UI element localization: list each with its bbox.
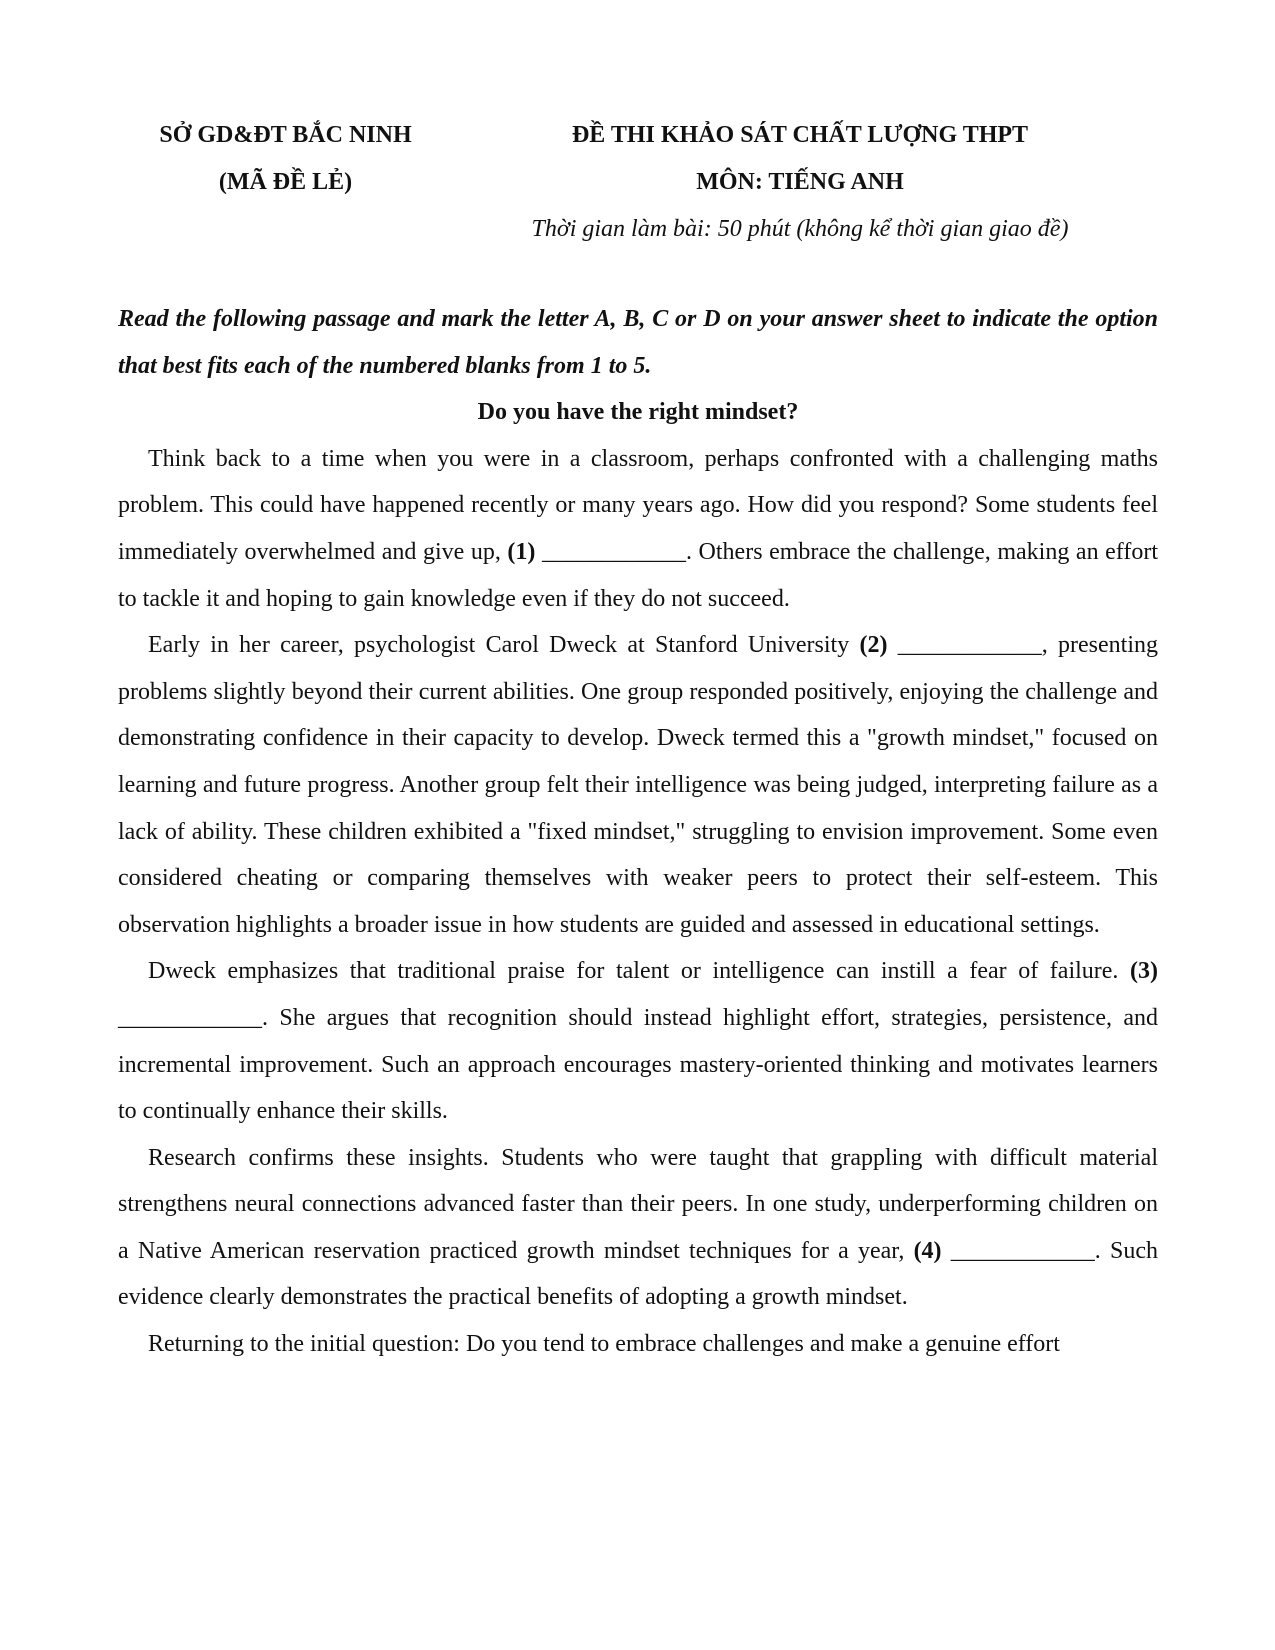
- exam-header: [0, 112, 1275, 252]
- passage-paragraph-5: [118, 1321, 1158, 1368]
- paragraph-text: Returning to the initial question: Do you tend to embrace challenges and make a genuine effort: [148, 1331, 1060, 1358]
- question-instruction: Read the following passage and mark the letter A, B, C or D on your answer sheet to indicate the option that best fits each of the numbered blanks from 1 to 5.: [118, 306, 1158, 379]
- paragraph-text: Research confirms these insights. Students who were taught that grappling with difficult material strengthens neural connections advanced faster than their peers. In one study, underperforming children on a Native American reservation practiced growth mindset techniques for a year,: [118, 1144, 1158, 1264]
- paragraph-text: , presenting problems slightly beyond their current abilities. One group responded positively, enjoying the challenge and demonstrating confidence in their capacity to develop. Dweck termed this a "growth mindset," focused on learning and future progress. Another group felt their intelligence was being judged, interpreting failure as a lack of ability. These children exhibited a "fixed mindset," struggling to envision improvement. Some even considered cheating or comparing themselves with weaker peers to protect their self-esteem. This observation highlights a broader issue in how students are guided and assessed in educational settings.: [118, 632, 1158, 938]
- blank-number-4: (4): [913, 1237, 942, 1264]
- passage-paragraph-3: [118, 948, 1158, 1134]
- paragraph-text: . Such evidence clearly demonstrates the practical benefits of adopting a growth mindset.: [118, 1237, 1159, 1311]
- exam-content: [118, 296, 1158, 1368]
- subject-label: MÔN: TIẾNG ANH: [696, 169, 904, 195]
- blank-number-1: (1): [507, 538, 536, 565]
- paragraph-text: . She argues that recognition should instead highlight effort, strategies, persistence, and incremental improvement. Such an approach encourages mastery-oriented thinking and motivates learners to continually enhance their skills.: [118, 1004, 1158, 1125]
- passage-title: Do you have the right mindset?: [477, 399, 799, 426]
- blank-number-3: (3): [1130, 958, 1158, 985]
- paragraph-text: Early in her career, psychologist Carol Dweck at Stanford University: [148, 632, 860, 659]
- exam-code-label: (MÃ ĐỀ LẺ): [218, 169, 353, 195]
- blank-number-2: (2): [859, 632, 888, 659]
- passage-paragraph-4: [118, 1135, 1158, 1321]
- blank-4: ____________: [950, 1237, 1095, 1264]
- exam-title-block: [455, 112, 1145, 253]
- department-block: [118, 112, 453, 206]
- paragraph-text: Think back to a time when you were in a classroom, perhaps confronted with a challenging maths problem. This could have happened recently or many years ago. How did you respond? Some students feel immediately overwhelmed and give up,: [118, 445, 1158, 565]
- time-limit: Thời gian làm bài: 50 phút (không kể thời gian giao đề): [531, 216, 1069, 242]
- paragraph-text: . Others embrace the challenge, making an effort to tackle it and hoping to gain knowledge even if they do not succeed.: [118, 538, 1159, 612]
- blank-1: ____________: [541, 538, 686, 565]
- department-name: SỞ GD&ĐT BẮC NINH: [159, 122, 412, 148]
- paragraph-text: Dweck emphasizes that traditional praise for talent or intelligence can instill a fear of failure.: [148, 958, 1131, 985]
- blank-2: ____________: [897, 632, 1042, 659]
- blank-3: ____________: [118, 1004, 262, 1031]
- exam-title: ĐỀ THI KHẢO SÁT CHẤT LƯỢNG THPT: [571, 122, 1029, 148]
- passage-paragraph-1: [118, 436, 1158, 622]
- passage-paragraph-2: [118, 622, 1158, 948]
